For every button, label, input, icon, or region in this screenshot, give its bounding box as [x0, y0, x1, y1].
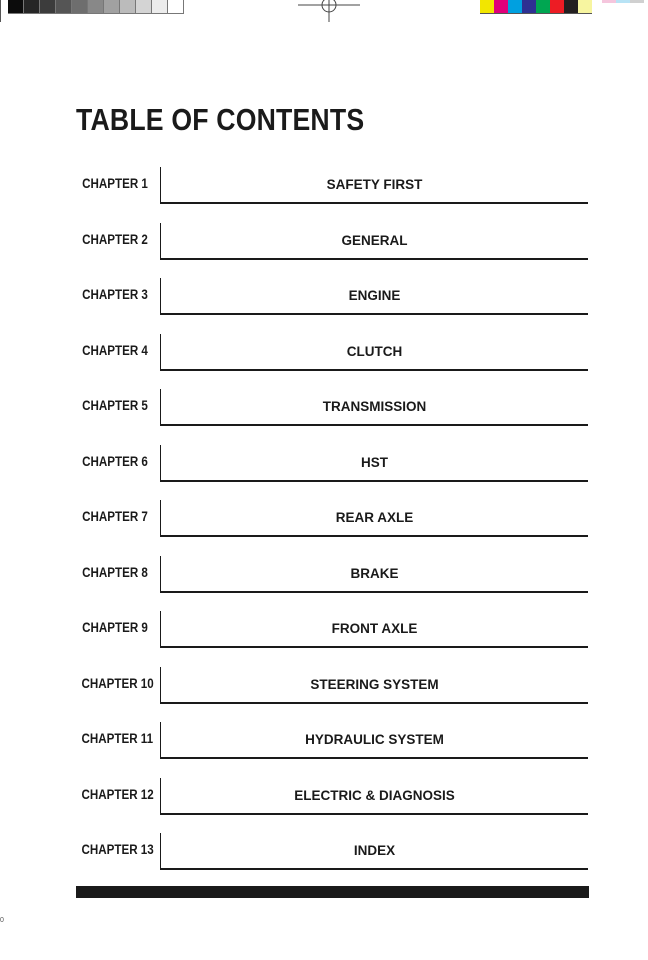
- chapter-title: INDEX: [353, 843, 396, 858]
- toc-entry[interactable]: [76, 388, 588, 444]
- chapter-tab: [160, 167, 588, 204]
- chapter-title: SAFETY FIRST: [326, 177, 423, 192]
- chapter-number: CHAPTER 3: [82, 287, 148, 302]
- chapter-tab: [160, 778, 588, 815]
- gray-swatch-7: [104, 0, 120, 14]
- chapter-number: CHAPTER 7: [82, 509, 148, 524]
- chapter-title: FRONT AXLE: [331, 621, 418, 636]
- color-swatch-5: [536, 0, 550, 14]
- light-swatch-3: [630, 0, 644, 3]
- chapter-title: BRAKE: [350, 565, 399, 581]
- page-marker: 0: [0, 917, 4, 924]
- light-calibration-bar: [602, 0, 644, 3]
- toc-entry[interactable]: [76, 721, 588, 777]
- color-swatch-6: [550, 0, 564, 14]
- toc-entry[interactable]: [76, 555, 588, 611]
- registration-crosshair-icon: [298, 0, 360, 22]
- bottom-divider: [76, 886, 589, 898]
- toc-entry[interactable]: [76, 444, 588, 500]
- chapter-number: CHAPTER 10: [81, 675, 154, 691]
- gray-swatch-6: [88, 0, 104, 14]
- chapter-title: TRANSMISSION: [322, 399, 427, 414]
- crop-mark-left: [0, 0, 1, 22]
- chapter-number: CHAPTER 1: [82, 176, 148, 191]
- chapter-tab: [160, 833, 588, 870]
- gray-swatch-11: [168, 0, 184, 14]
- toc-entry[interactable]: [76, 277, 588, 333]
- color-swatch-7: [564, 0, 578, 14]
- chapter-tab: [160, 500, 588, 537]
- toc-entry[interactable]: [76, 832, 588, 888]
- color-swatch-3: [508, 0, 522, 14]
- chapter-title: ELECTRIC & DIAGNOSIS: [294, 787, 455, 803]
- chapter-tab: [160, 334, 588, 371]
- chapter-tab: [160, 611, 588, 648]
- toc-entry[interactable]: [76, 610, 588, 666]
- chapter-number: CHAPTER 6: [82, 453, 148, 469]
- toc-list: [76, 166, 588, 888]
- light-swatch-1: [602, 0, 616, 3]
- toc-entry[interactable]: [76, 166, 588, 222]
- chapter-title: REAR AXLE: [335, 510, 414, 525]
- color-swatch-4: [522, 0, 536, 14]
- chapter-title: CLUTCH: [346, 343, 403, 359]
- chapter-tab: [160, 556, 588, 593]
- grayscale-calibration-bar: [8, 0, 184, 14]
- chapter-tab: [160, 667, 588, 704]
- color-swatch-2: [494, 0, 508, 14]
- chapter-number: CHAPTER 11: [81, 731, 154, 746]
- color-swatch-1: [480, 0, 494, 14]
- chapter-title: ENGINE: [348, 288, 401, 303]
- page-title: TABLE OF CONTENTS: [76, 102, 365, 137]
- chapter-number: CHAPTER 8: [82, 564, 148, 580]
- gray-swatch-1: [8, 0, 24, 14]
- toc-entry[interactable]: [76, 499, 588, 555]
- chapter-number: CHAPTER 13: [81, 842, 154, 857]
- chapter-number: CHAPTER 9: [82, 620, 148, 635]
- chapter-tab: [160, 722, 588, 759]
- gray-swatch-4: [56, 0, 72, 14]
- gray-swatch-9: [136, 0, 152, 14]
- toc-entry[interactable]: [76, 777, 588, 833]
- gray-swatch-8: [120, 0, 136, 14]
- chapter-tab: [160, 445, 588, 482]
- chapter-number: CHAPTER 12: [81, 786, 154, 802]
- chapter-number: CHAPTER 4: [82, 342, 148, 358]
- chapter-title: HST: [361, 454, 388, 470]
- chapter-number: CHAPTER 5: [82, 398, 148, 413]
- color-swatch-8: [578, 0, 592, 14]
- toc-entry[interactable]: [76, 333, 588, 389]
- chapter-tab: [160, 223, 588, 260]
- gray-swatch-3: [40, 0, 56, 14]
- chapter-number: CHAPTER 2: [82, 231, 148, 247]
- chapter-title: STEERING SYSTEM: [310, 676, 439, 692]
- chapter-title: GENERAL: [341, 232, 408, 248]
- color-calibration-bar: [480, 0, 592, 14]
- light-swatch-2: [616, 0, 630, 3]
- gray-swatch-2: [24, 0, 40, 14]
- chapter-tab: [160, 278, 588, 315]
- gray-swatch-5: [72, 0, 88, 14]
- gray-swatch-10: [152, 0, 168, 14]
- chapter-title: HYDRAULIC SYSTEM: [305, 732, 444, 747]
- toc-entry[interactable]: [76, 222, 588, 278]
- toc-entry[interactable]: [76, 666, 588, 722]
- chapter-tab: [160, 389, 588, 426]
